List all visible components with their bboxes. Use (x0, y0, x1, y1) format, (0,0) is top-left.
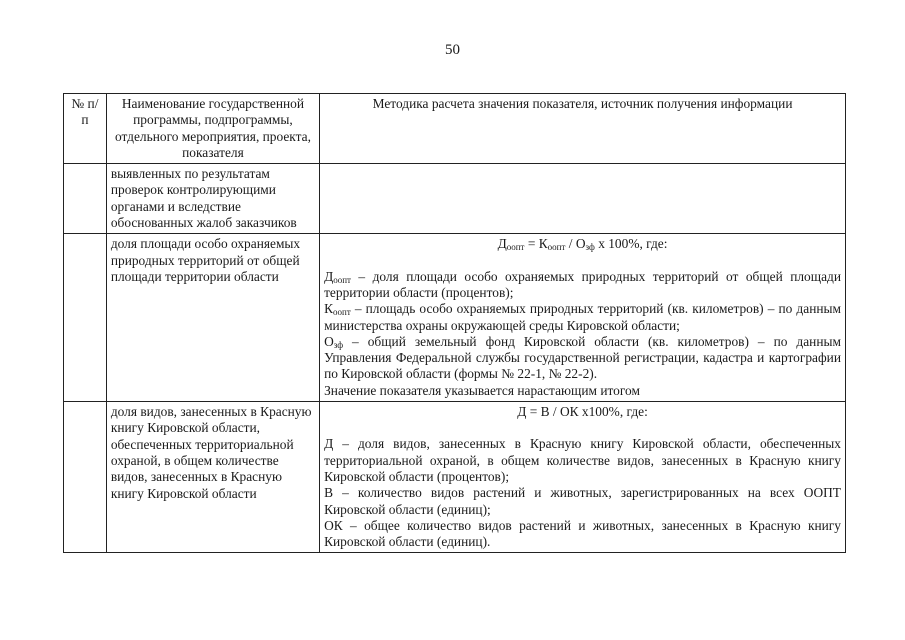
row-number-cell (64, 164, 107, 234)
method-cell (320, 402, 846, 553)
method-cell (320, 234, 846, 402)
indicator-name: доля видов, занесенных в Красную книгу Кировской области, обеспеченных территориальной охраной, в общем количестве видов, занесенных в Красную книгу Кировской области (106, 402, 319, 553)
table-header-row (64, 94, 846, 164)
definition-line: В – количество видов растений и животных, зарегистрированных на всех ООПТ Кировской области (единиц); (324, 485, 841, 517)
formula: $Д_{оопт} = К_{оопт} / О_{зф}$ х 100%, где: (497, 236, 668, 253)
definition-line: Д – доля видов, занесенных в Красную книгу Кировской области, обеспеченных территориальной охраной, в общем количестве видов, занесенных в Красную книгу Кировской области (процентов); (324, 436, 841, 484)
definition-line: $О_{зф}$ – общий земельный фонд Кировской области (кв. километров) – по данным Управления Федеральной службы государственной регистрации, кадастра и картографии по Кировской области (формы № 22-1, № 22-2). (324, 333, 841, 382)
header-number: № п/п (64, 94, 107, 164)
method-cell (320, 164, 846, 234)
definition-line: $Д_{оопт}$ – доля площади особо охраняемых природных территорий от общей площади территории области (процентов); (324, 268, 841, 300)
row-number-cell (64, 402, 107, 553)
row-number-cell (64, 234, 107, 402)
table-row (64, 164, 846, 234)
definition-line: $К_{оопт}$ – площадь особо охраняемых природных территорий (кв. километров) – по данным министерства охраны окружающей среды Кировской области; (324, 301, 841, 333)
indicator-table (63, 93, 846, 553)
table-row (64, 234, 846, 402)
definition-line: ОК – общее количество видов растений и животных, занесенных в Красную книгу Кировской области (единиц). (324, 517, 841, 550)
header-method: Методика расчета значения показателя, источник получения информации (320, 94, 846, 164)
definition-line: Значение показателя указывается нарастающим итогом (324, 382, 640, 398)
page-number: 50 (445, 42, 460, 58)
table-row (64, 402, 846, 553)
indicator-name: доля площади особо охраняемых природных территорий от общей площади территории области (106, 234, 319, 402)
formula: Д = В / ОК х100%, где: (517, 404, 648, 420)
header-name: Наименование государственной программы, подпрограммы, отдельного мероприятия, проекта, показателя (106, 94, 319, 164)
indicator-name: выявленных по результатам проверок контролирующими органами и вследствие обоснованных жалоб заказчиков (106, 164, 319, 234)
